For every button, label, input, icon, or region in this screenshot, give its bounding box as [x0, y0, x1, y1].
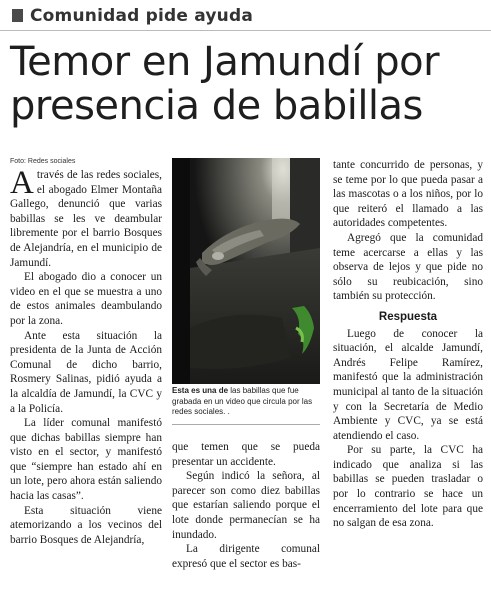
article-paragraph: Agregó que la comunidad teme acercarse a ellas y las observa de lejos y que pide no sólo su reubicación, sino también su protección.	[333, 231, 483, 303]
drop-cap: A	[10, 165, 34, 201]
headline: Temor en Jamundí por presencia de babillas	[10, 39, 440, 129]
article-paragraph: Ante esta situación la presidenta de la Junta de Acción Comunal de dicho barrio, Rosmery Salinas, pidió ayuda a la alcaldía de Jamundí, la CVC y a la Policía.	[10, 329, 162, 415]
caption-divider	[172, 424, 320, 425]
article-paragraph: Esta situación viene atemorizando a los vecinos del barrio Bosques de Alejandría,	[10, 504, 162, 546]
article-paragraph: Según indicó la señora, al parecer son como diez babillas que estarían saliendo porque el lote donde permanecían se ha inundado.	[172, 470, 320, 541]
article-paragraph: Por su parte, la CVC ha indicado que analiza si las babillas se pueden trasladar o por lo contrario se hace un encerramiento del lote para que no salgan de esa zona.	[333, 444, 483, 530]
article-paragraph: El abogado dio a conocer un video en el que se muestra a uno de estos animales deambulando por la zona.	[10, 271, 162, 327]
crocodile-photo	[172, 158, 320, 384]
article-paragraph: Luego de conocer la situación, el alcalde Jamundí, Andrés Felipe Ramírez, manifestó que la administración municipal al tanto de la situación y con la Secretaría de Medio Ambiente y CVC, ya se está atendiendo el caso.	[333, 327, 483, 442]
section-divider	[0, 30, 491, 31]
section-label: Comunidad pide ayuda	[30, 6, 254, 26]
caption-bold: Esta es una de	[172, 386, 229, 395]
photo-caption	[172, 386, 320, 418]
section-header	[0, 6, 491, 30]
article-column-3	[333, 158, 483, 531]
article-paragraph: La líder comunal manifestó que dichas babillas siempre han visto en el sector, y manifestó que “siempre han estado ahí en un lote, pero ahora están saliendo hacia las casas”.	[10, 417, 162, 503]
section-square-icon	[12, 9, 23, 22]
article-paragraph: que temen que se pueda presentar un accidente.	[172, 441, 320, 468]
article-paragraph: tante concurrido de personas, y se teme por lo que pueda pasar a las mascotas o a los niños, por lo que reiteró el llamado a las autoridades competentes.	[333, 159, 483, 230]
photo-credit: Foto: Redes sociales	[10, 158, 76, 165]
caption-text: las babillas que fue grabada en un video que circula por las redes sociales. .	[172, 386, 313, 416]
article-column-2	[172, 440, 320, 571]
article-paragraph: Através de las redes sociales, el abogado Elmer Montaña Gallego, denunció que varias babillas se les ve deambular libremente por el barrio Bosques de Alejandría, en el municipio de Jamundí.	[10, 165, 162, 269]
article-column-1	[10, 165, 162, 547]
article-paragraph: La dirigente comunal expresó que el sector es bas-	[172, 543, 320, 570]
subhead-respuesta: Respuesta	[378, 310, 438, 323]
photo-image	[172, 158, 320, 384]
